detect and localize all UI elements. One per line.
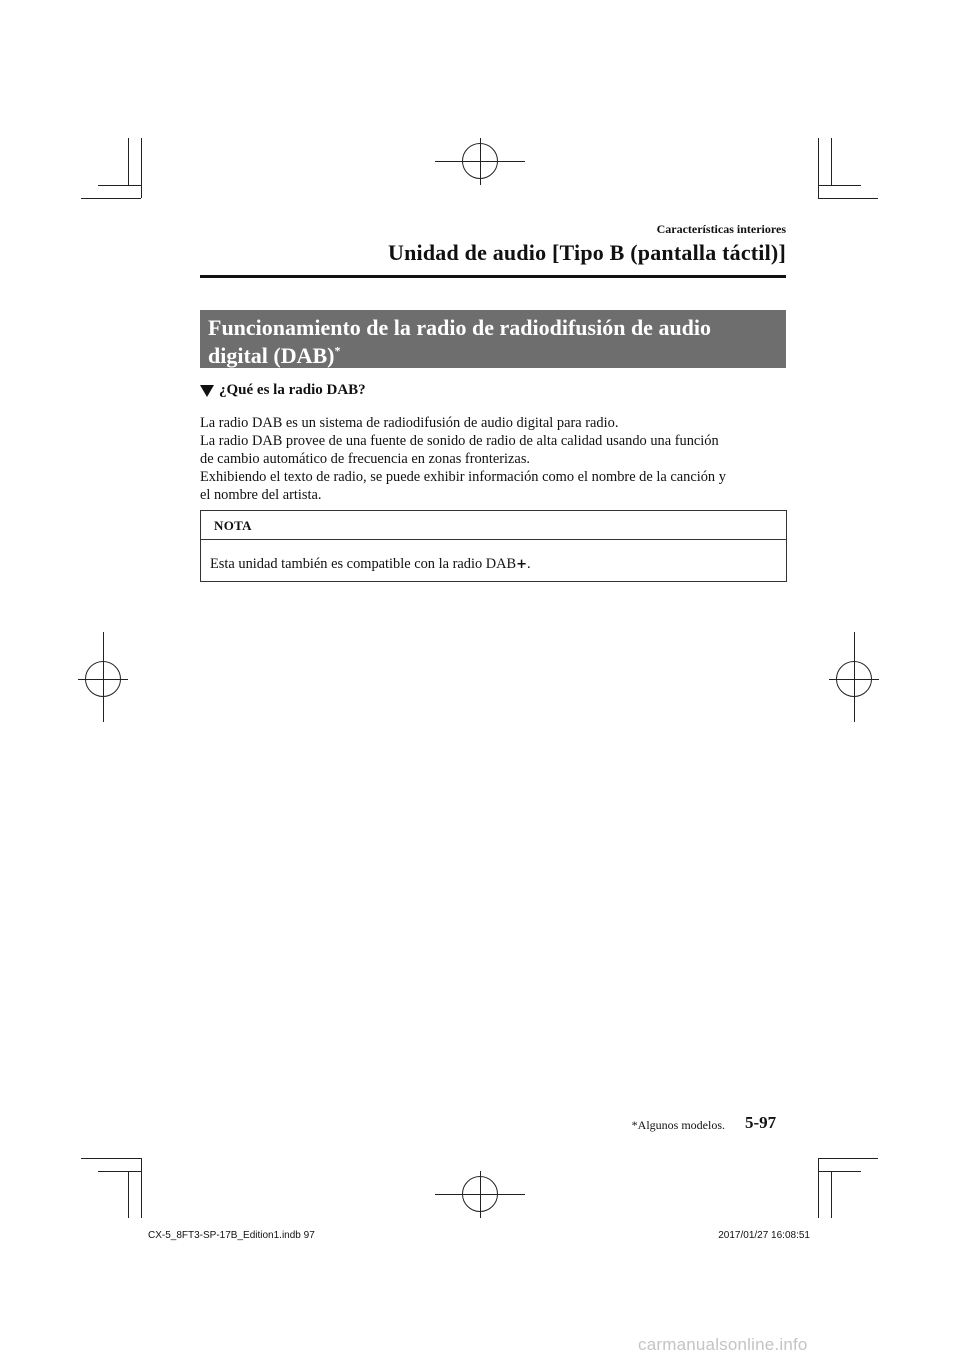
plus-icon: + — [516, 557, 528, 572]
triangle-down-icon — [200, 385, 214, 397]
note-text-end: . — [527, 556, 531, 572]
body-line: La radio DAB es un sistema de radiodifusión de audio digital para radio. — [200, 415, 619, 431]
subheading — [200, 382, 366, 399]
subheading-text: ¿Qué es la radio DAB? — [219, 382, 366, 398]
chapter-title: Unidad de audio [Tipo B (pantalla táctil)] — [388, 240, 786, 265]
watermark: carmanualsonline.info — [638, 1335, 808, 1354]
body-text — [200, 414, 786, 504]
header-rule — [200, 275, 786, 278]
note-divider — [201, 539, 786, 540]
section-label: Características interiores — [656, 222, 786, 236]
print-slug-date: 2017/01/27 16:08:51 — [718, 1230, 810, 1241]
body-line: La radio DAB provee de una fuente de sonido de radio de alta calidad usando una función — [200, 433, 719, 449]
footnote: *Algunos modelos. — [631, 1118, 725, 1132]
note-box — [200, 510, 787, 582]
note-heading: NOTA — [214, 518, 252, 533]
section-title-line2 — [208, 342, 776, 370]
note-text — [210, 556, 531, 573]
body-line: el nombre del artista. — [200, 487, 322, 503]
print-slug-file: CX-5_8FT3-SP-17B_Edition1.indb 97 — [148, 1230, 315, 1241]
section-title-line1: Funcionamiento de la radio de radiodifusión de audio — [208, 315, 712, 340]
section-title-line2-text: digital (DAB) — [208, 343, 335, 368]
note-text-main: Esta unidad también es compatible con la radio DAB — [210, 556, 517, 572]
section-title — [200, 310, 786, 368]
body-line: de cambio automático de frecuencia en zonas fronterizas. — [200, 451, 531, 467]
body-line: Exhibiendo el texto de radio, se puede exhibir información como el nombre de la canción y — [200, 469, 726, 485]
page-number: 5-97 — [745, 1113, 777, 1132]
footnote-marker: * — [334, 343, 341, 358]
